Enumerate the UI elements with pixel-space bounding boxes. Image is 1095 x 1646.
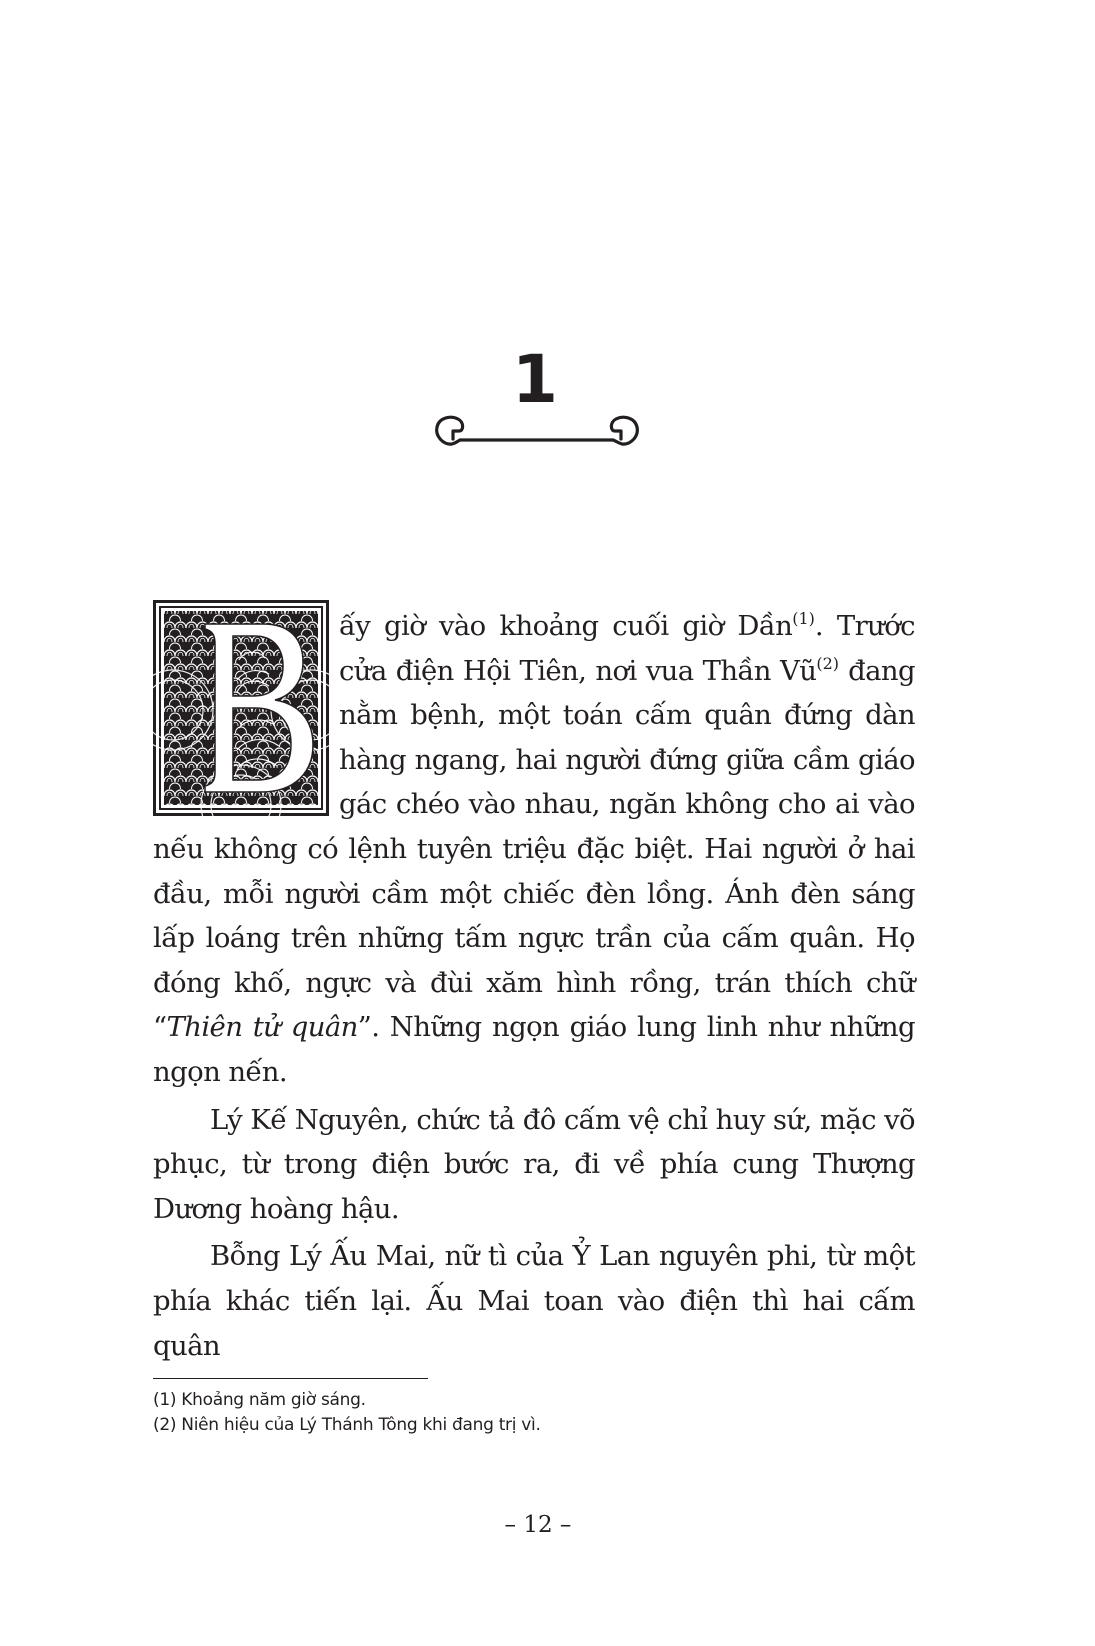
footnotes xyxy=(153,1388,953,1438)
footnote-ref-1[interactable]: (1) xyxy=(792,609,815,628)
footnote-divider xyxy=(153,1378,428,1379)
footnote-ref-2[interactable]: (2) xyxy=(816,653,839,673)
scroll-flourish-divider-icon xyxy=(430,414,644,448)
paragraph-1 xyxy=(153,604,915,1095)
paragraph-3 xyxy=(153,1234,915,1368)
italic-phrase: Thiên tử quân xyxy=(166,1011,358,1044)
ornamental-letter-b-icon xyxy=(153,600,329,816)
paragraph-text: ”. Những ngọn giáo lung linh như những ngọn nến. xyxy=(153,1011,916,1088)
drop-cap-initial xyxy=(153,600,329,816)
paragraph-text: Bỗng Lý Ấu Mai, nữ tì của Ỷ Lan nguyên phi, từ một phía khác tiến lại. Ấu Mai toan vào điện thì hai cấm quân xyxy=(153,1240,915,1362)
footnote-2: (2) Niên hiệu của Lý Thánh Tông khi đang trị vì. xyxy=(153,1415,541,1435)
page-number: – 12 – xyxy=(504,1512,572,1538)
paragraph-text: đang nằm bệnh, một toán cấm quân đứng dàn hàng ngang, hai người đứng giữa cầm giáo gác chéo vào nhau, ngăn không cho ai vào nếu không có lệnh tuyên triệu đặc biệt. Hai người ở hai đầu, mỗi người cầm một chiếc đèn lồng. Ánh đèn sáng lấp loáng trên những tấm ngực trần của cấm quân. Họ đóng khố, ngực và đùi xăm hình rồng, trán thích chữ “ xyxy=(153,654,915,1044)
footnote-1: (1) Khoảng năm giờ sáng. xyxy=(153,1390,366,1410)
chapter-body xyxy=(153,604,915,1368)
paragraph-text: . Trước cửa điện Hội Tiên, nơi vua Thần Vũ xyxy=(339,610,915,687)
paragraph-text: Lý Kế Nguyên, chức tả đô cấm vệ chỉ huy sứ, mặc võ phục, từ trong điện bước ra, đi về phía cung Thượng Dương hoàng hậu. xyxy=(153,1103,915,1225)
paragraph-text: ấy giờ vào khoảng cuối giờ Dần xyxy=(339,610,793,642)
chapter-number: 1 xyxy=(512,341,558,418)
paragraph-2 xyxy=(153,1098,915,1232)
